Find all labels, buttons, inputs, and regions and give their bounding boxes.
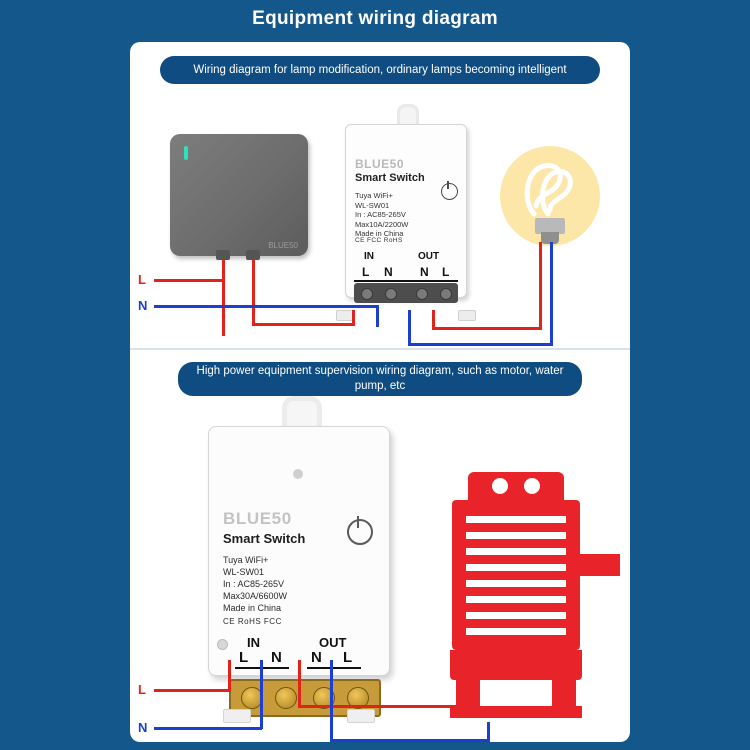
out-label-large: OUT (319, 635, 347, 650)
terminal-out-n-large: N (311, 649, 322, 666)
terminal-block (354, 283, 458, 303)
neutral-to-bulb (550, 242, 553, 346)
in-label: IN (364, 251, 374, 262)
device-body-large (208, 426, 390, 676)
page-title: Equipment wiring diagram (252, 8, 498, 29)
device-brand-large: BLUE50 (223, 509, 292, 528)
device-body (345, 124, 467, 298)
spec-line: Made in China (223, 603, 282, 613)
screw-hole (217, 639, 228, 650)
terminal-out-l: L (442, 265, 450, 279)
neutral-to-motor (487, 722, 490, 742)
live-to-bulb (539, 242, 542, 330)
mount-foot-left (223, 709, 251, 723)
motor-fin (466, 548, 566, 555)
wall-switch-panel[interactable] (170, 134, 308, 256)
device-spec-large (223, 554, 287, 614)
mount-hole (293, 469, 303, 479)
device-cert-marks: CE FCC RoHS (355, 237, 403, 244)
live-out-riser-bottom (298, 660, 301, 708)
terminal-in-l: L (362, 265, 370, 279)
neutral-bus-bottom (154, 727, 262, 730)
panel-live-leg (222, 256, 225, 336)
wire-label-neutral-bottom: N (138, 720, 148, 735)
mount-ear-right (458, 310, 476, 321)
neutral-riser-bottom (260, 660, 263, 729)
in-label-large: IN (247, 635, 260, 650)
smart-switch-device-small (345, 104, 465, 314)
motor-bolt (492, 478, 508, 494)
wire-label-live-bottom: L (138, 682, 146, 697)
screw-terminal (440, 288, 452, 300)
panel-terminal-a (216, 250, 230, 260)
terminal-out-n: N (420, 265, 429, 279)
neutral-bus-top (154, 305, 376, 308)
motor-base (450, 650, 582, 680)
live-riser-bottom (228, 660, 231, 691)
diagram-card (130, 42, 630, 742)
section-divider (130, 348, 630, 350)
indicator-led (184, 146, 188, 160)
motor-shaft (580, 554, 620, 576)
device-spec (355, 191, 408, 239)
live-to-switch-in (252, 323, 352, 326)
motor-foot-bar (450, 706, 582, 718)
spec-line: In : AC85-265V (223, 579, 285, 589)
power-button-icon[interactable] (441, 183, 458, 200)
out-label: OUT (418, 251, 440, 262)
neutral-out-riser (408, 310, 411, 346)
spec-line: WL-SW01 (223, 567, 265, 577)
banner-lamp-wiring: Wiring diagram for lamp modification, ordinary lamps becoming intelligent (160, 56, 600, 84)
device-model-large: Smart Switch (223, 531, 306, 546)
spec-line: Made in China (355, 229, 404, 238)
terminal-underline (354, 280, 458, 282)
device-brand: BLUE50 (355, 157, 405, 171)
neutral-in-drop (376, 305, 379, 327)
panel-live-leg-2 (252, 256, 255, 323)
motor-fin (466, 564, 566, 571)
wall-switch-brand: BLUE50 (268, 241, 298, 250)
motor-fin (466, 580, 566, 587)
screw-terminal (385, 288, 397, 300)
live-bus-top (154, 279, 224, 282)
screw-terminal-large (275, 687, 297, 709)
panel-terminal-b (246, 250, 260, 260)
spec-line: Max10A/2200W (355, 219, 409, 229)
wire-label-neutral-top: N (138, 298, 148, 313)
motor-fin (466, 596, 566, 603)
terminal-in-n-large: N (271, 649, 282, 666)
spec-line: WL-SW01 (355, 200, 390, 210)
neutral-out-riser-bottom (330, 660, 333, 742)
terminal-in-l-large: L (239, 649, 249, 666)
device-cert-marks-large: CE RoHS FCC (223, 617, 282, 626)
terminal-out-l-large: L (343, 649, 353, 666)
live-in-drop (352, 310, 355, 326)
motor-icon (450, 472, 620, 722)
bulb-icon (522, 160, 580, 218)
terminal-underline-out (307, 667, 361, 669)
motor-fin (466, 516, 566, 523)
motor-bolt (524, 478, 540, 494)
device-model: Smart Switch (355, 172, 425, 184)
banner-high-power-wiring: High power equipment supervision wiring diagram, such as motor, water pump, etc (178, 362, 582, 396)
power-button-icon-large[interactable] (347, 519, 373, 545)
live-bus-bottom (154, 689, 230, 692)
wire-label-live-top: L (138, 272, 146, 287)
live-out-run (432, 327, 542, 330)
terminal-in-n: N (384, 265, 393, 279)
neutral-out-run-bottom (330, 739, 490, 742)
motor-housing (452, 500, 580, 650)
smart-switch-device-large (208, 394, 388, 692)
screw-terminal (361, 288, 373, 300)
spec-line: Tuya WiFi+ (355, 191, 393, 200)
spec-line: Max30A/6600W (223, 591, 288, 601)
motor-fin (466, 628, 566, 635)
live-out-run-bottom (298, 705, 456, 708)
neutral-out-run (408, 343, 553, 346)
spec-line: In : AC85-265V (355, 210, 406, 219)
motor-terminal-box (468, 472, 564, 500)
screw-terminal (416, 288, 428, 300)
spec-line: Tuya WiFi+ (223, 555, 269, 565)
mount-foot-right (347, 709, 375, 723)
motor-fin (466, 532, 566, 539)
motor-fin (466, 612, 566, 619)
